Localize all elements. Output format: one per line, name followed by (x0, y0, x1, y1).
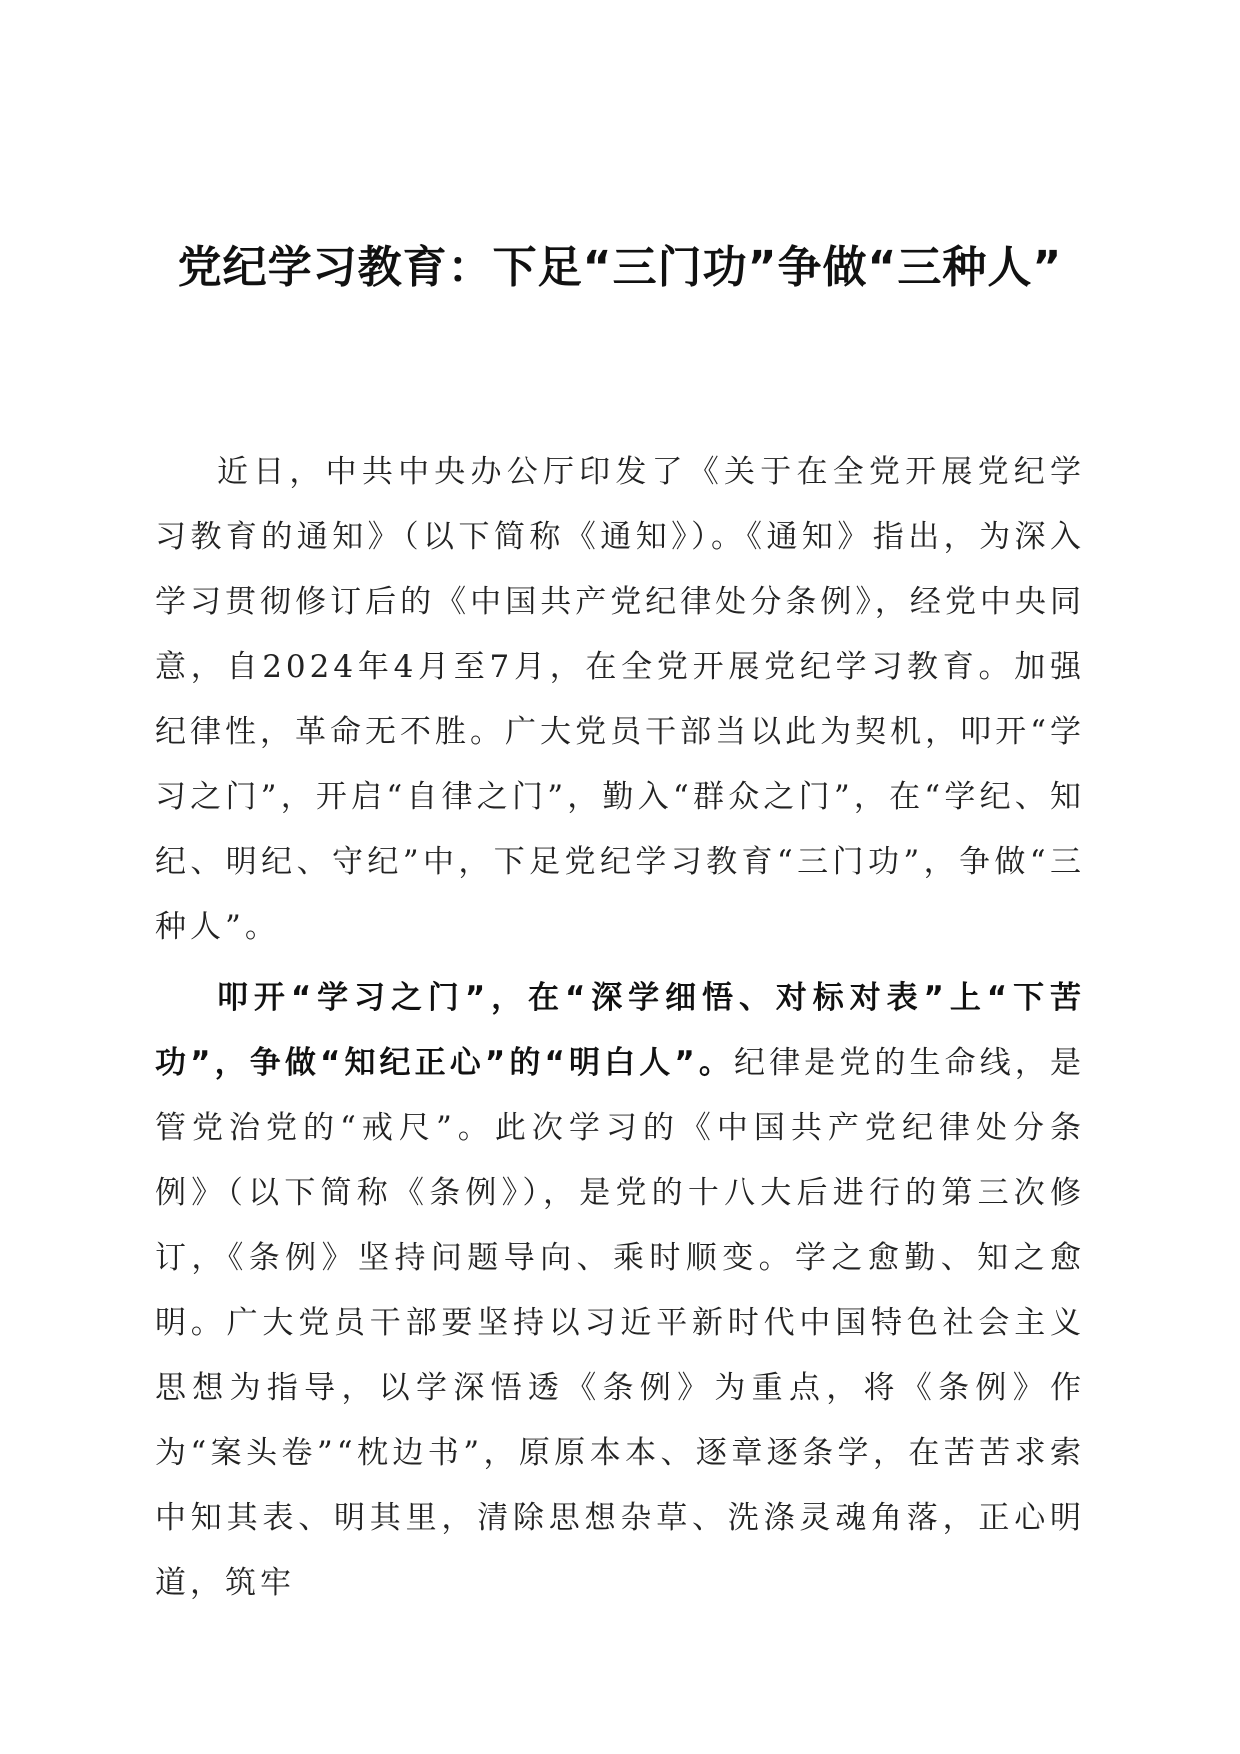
paragraph-study-gate-text: 纪律是党的生命线，是管党治党的“戒尺”。此次学习的《中国共产党纪律处分条例》（以下简称《条例》），是党的十八大后进行的第三次修订，《条例》坚持问题导向、乘时顺变。学之愈勤、知之愈明。广大党员干部要坚持以习近平新时代中国特色社会主义思想为指导，以学深悟透《条例》为重点，将《条例》作为“案头卷”“枕边书”，原原本本、逐章逐条学，在苦苦求索中知其表、明其里，清除思想杂草、洗涤灵魂角落，正心明道，筑牢 (155, 1045, 1085, 1601)
document-title: 党纪学习教育：下足“三门功”争做“三种人” (177, 242, 1063, 293)
paragraph-study-gate (155, 966, 1085, 1616)
paragraph-intro-text: 近日，中共中央办公厅印发了《关于在全党开展党纪学习教育的通知》（以下简称《通知》）。《通知》指出，为深入学习贯彻修订后的《中国共产党纪律处分条例》，经党中央同意，自2024年4月至7月，在全党开展党纪学习教育。加强纪律性，革命无不胜。广大党员干部当以此为契机，叩开“学习之门”，开启“自律之门”，勤入“群众之门”，在“学纪、知纪、明纪、守纪”中，下足党纪学习教育“三门功”，争做“三种人”。 (155, 454, 1085, 945)
paragraph-study-gate-heading: 叩开“学习之门”，在“深学细悟、对标对表”上“下苦功”，争做“知纪正心”的“明白人”。 (155, 980, 1085, 1081)
document-body (155, 440, 1085, 1616)
paragraph-intro (155, 440, 1085, 960)
